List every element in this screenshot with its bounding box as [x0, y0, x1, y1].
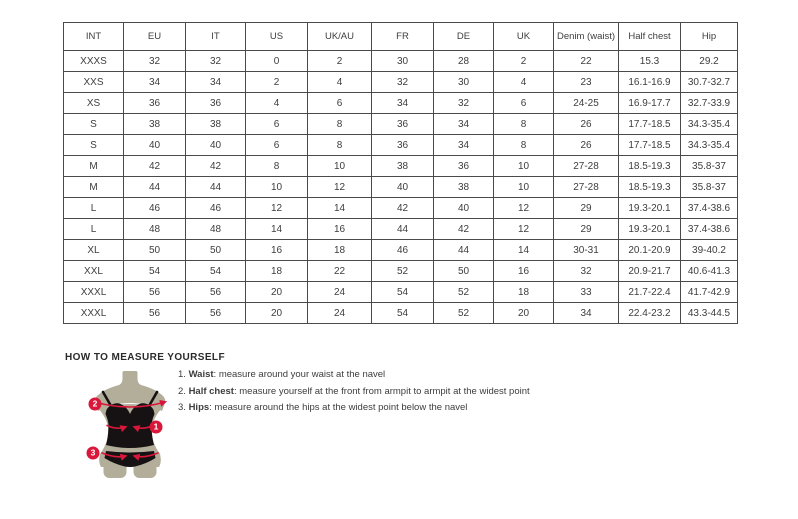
table-cell: 48	[186, 219, 246, 240]
table-row	[64, 156, 738, 177]
table-cell: 34	[434, 135, 494, 156]
table-cell: 8	[308, 114, 372, 135]
table-cell: 20	[246, 303, 308, 324]
table-cell: 20.1-20.9	[619, 240, 681, 261]
table-cell: 14	[308, 198, 372, 219]
table-cell: 40	[186, 135, 246, 156]
column-header: UK	[494, 23, 554, 51]
table-cell: XXXL	[64, 303, 124, 324]
table-cell: 40.6-41.3	[681, 261, 738, 282]
table-cell: 12	[246, 198, 308, 219]
table-header-row	[64, 23, 738, 51]
table-cell: 18	[494, 282, 554, 303]
table-row	[64, 135, 738, 156]
table-cell: 22	[308, 261, 372, 282]
table-cell: 44	[186, 177, 246, 198]
table-cell: 39-40.2	[681, 240, 738, 261]
table-cell: 34	[124, 72, 186, 93]
table-cell: 8	[308, 135, 372, 156]
table-cell: 34.3-35.4	[681, 135, 738, 156]
column-header: FR	[372, 23, 434, 51]
table-cell: 2	[494, 51, 554, 72]
table-cell: 36	[372, 114, 434, 135]
table-cell: 34	[554, 303, 619, 324]
table-cell: XS	[64, 93, 124, 114]
table-cell: 6	[246, 135, 308, 156]
table-cell: 24	[308, 282, 372, 303]
measure-step: 2. Half chest: measure yourself at the front from armpit to armpit at the widest point	[178, 385, 530, 397]
table-cell: L	[64, 219, 124, 240]
table-cell: XXS	[64, 72, 124, 93]
table-row	[64, 198, 738, 219]
table-cell: 54	[186, 261, 246, 282]
measure-marker-2: 2	[89, 398, 102, 411]
table-cell: 16.1-16.9	[619, 72, 681, 93]
table-cell: 32.7-33.9	[681, 93, 738, 114]
table-cell: 41.7-42.9	[681, 282, 738, 303]
table-cell: 17.7-18.5	[619, 135, 681, 156]
measure-marker-1: 1	[150, 421, 163, 434]
table-cell: 42	[124, 156, 186, 177]
table-cell: 52	[434, 282, 494, 303]
table-cell: XXXL	[64, 282, 124, 303]
column-header: INT	[64, 23, 124, 51]
table-cell: 42	[372, 198, 434, 219]
table-cell: 48	[124, 219, 186, 240]
table-cell: 29	[554, 198, 619, 219]
table-cell: 38	[434, 177, 494, 198]
table-cell: 4	[494, 72, 554, 93]
table-cell: 34	[372, 93, 434, 114]
mannequin-figure-illustration	[80, 370, 180, 482]
table-cell: 54	[372, 282, 434, 303]
table-cell: 46	[124, 198, 186, 219]
table-cell: 27-28	[554, 177, 619, 198]
table-cell: 32	[372, 72, 434, 93]
table-cell: 24	[308, 303, 372, 324]
table-cell: 30.7-32.7	[681, 72, 738, 93]
table-cell: 21.7-22.4	[619, 282, 681, 303]
table-row	[64, 51, 738, 72]
table-cell: 56	[186, 303, 246, 324]
measure-steps-list	[178, 367, 530, 417]
table-cell: XXXS	[64, 51, 124, 72]
table-cell: 10	[494, 156, 554, 177]
table-cell: 40	[434, 198, 494, 219]
table-cell: 54	[124, 261, 186, 282]
table-cell: 38	[372, 156, 434, 177]
table-cell: 36	[372, 135, 434, 156]
table-cell: 52	[434, 303, 494, 324]
table-cell: M	[64, 156, 124, 177]
table-cell: 0	[246, 51, 308, 72]
measure-marker-3: 3	[87, 447, 100, 460]
table-cell: 17.7-18.5	[619, 114, 681, 135]
table-cell: 29.2	[681, 51, 738, 72]
column-header: EU	[124, 23, 186, 51]
table-cell: 10	[308, 156, 372, 177]
size-chart-table	[63, 22, 738, 324]
table-cell: 38	[186, 114, 246, 135]
table-cell: 33	[554, 282, 619, 303]
table-cell: 24-25	[554, 93, 619, 114]
section-heading: HOW TO MEASURE YOURSELF	[65, 352, 225, 363]
table-cell: 44	[124, 177, 186, 198]
column-header: IT	[186, 23, 246, 51]
table-cell: 20	[494, 303, 554, 324]
table-cell: 34.3-35.4	[681, 114, 738, 135]
table-cell: 30	[372, 51, 434, 72]
table-row	[64, 114, 738, 135]
table-cell: 6	[308, 93, 372, 114]
table-cell: 35.8-37	[681, 156, 738, 177]
table-cell: 50	[124, 240, 186, 261]
table-cell: 22.4-23.2	[619, 303, 681, 324]
table-cell: 36	[124, 93, 186, 114]
table-cell: 12	[494, 198, 554, 219]
measure-step: 1. Waist: measure around your waist at the navel	[178, 369, 386, 380]
table-cell: 2	[246, 72, 308, 93]
table-cell: 14	[494, 240, 554, 261]
measure-step: 3. Hips: measure around the hips at the widest point below the navel	[178, 402, 468, 413]
table-cell: 56	[124, 303, 186, 324]
table-cell: 26	[554, 135, 619, 156]
table-row	[64, 240, 738, 261]
table-cell: 2	[308, 51, 372, 72]
table-cell: 35.8-37	[681, 177, 738, 198]
column-header: Hip	[681, 23, 738, 51]
table-cell: 8	[246, 156, 308, 177]
table-cell: 52	[372, 261, 434, 282]
table-cell: 4	[246, 93, 308, 114]
table-cell: 10	[246, 177, 308, 198]
table-cell: 32	[124, 51, 186, 72]
table-cell: 16	[494, 261, 554, 282]
table-cell: 28	[434, 51, 494, 72]
table-cell: 18	[308, 240, 372, 261]
table-cell: L	[64, 198, 124, 219]
table-cell: S	[64, 135, 124, 156]
table-cell: 54	[372, 303, 434, 324]
table-cell: 42	[434, 219, 494, 240]
table-cell: 29	[554, 219, 619, 240]
table-cell: 4	[308, 72, 372, 93]
table-cell: 50	[434, 261, 494, 282]
column-header: UK/AU	[308, 23, 372, 51]
table-cell: 56	[186, 282, 246, 303]
table-row	[64, 72, 738, 93]
table-cell: 14	[246, 219, 308, 240]
table-cell: 16	[246, 240, 308, 261]
table-cell: 6	[246, 114, 308, 135]
table-cell: M	[64, 177, 124, 198]
table-cell: 50	[186, 240, 246, 261]
table-cell: 32	[186, 51, 246, 72]
table-cell: 6	[494, 93, 554, 114]
table-cell: 43.3-44.5	[681, 303, 738, 324]
table-row	[64, 261, 738, 282]
table-row	[64, 219, 738, 240]
table-cell: 42	[186, 156, 246, 177]
table-cell: 18.5-19.3	[619, 177, 681, 198]
table-cell: 36	[186, 93, 246, 114]
column-header: Half chest	[619, 23, 681, 51]
table-cell: 40	[124, 135, 186, 156]
table-row	[64, 177, 738, 198]
table-cell: 22	[554, 51, 619, 72]
table-cell: 40	[372, 177, 434, 198]
table-cell: 26	[554, 114, 619, 135]
table-row	[64, 93, 738, 114]
table-cell: 46	[186, 198, 246, 219]
table-cell: 30-31	[554, 240, 619, 261]
table-cell: 34	[186, 72, 246, 93]
table-cell: 32	[434, 93, 494, 114]
table-cell: XL	[64, 240, 124, 261]
table-cell: 15.3	[619, 51, 681, 72]
table-cell: 23	[554, 72, 619, 93]
table-cell: 44	[434, 240, 494, 261]
table-cell: 30	[434, 72, 494, 93]
table-cell: 16.9-17.7	[619, 93, 681, 114]
mannequin-figure	[80, 370, 180, 482]
table-cell: 46	[372, 240, 434, 261]
table-row	[64, 282, 738, 303]
table-body	[64, 51, 738, 324]
table-cell: 32	[554, 261, 619, 282]
table-cell: 18	[246, 261, 308, 282]
table-cell: 10	[494, 177, 554, 198]
table-cell: 36	[434, 156, 494, 177]
table-row	[64, 303, 738, 324]
table-cell: S	[64, 114, 124, 135]
table-cell: 38	[124, 114, 186, 135]
table-cell: 16	[308, 219, 372, 240]
table-cell: XXL	[64, 261, 124, 282]
table-cell: 34	[434, 114, 494, 135]
table-cell: 19.3-20.1	[619, 219, 681, 240]
table-cell: 44	[372, 219, 434, 240]
table-cell: 8	[494, 135, 554, 156]
table-cell: 20.9-21.7	[619, 261, 681, 282]
table-cell: 8	[494, 114, 554, 135]
table-cell: 12	[308, 177, 372, 198]
table-cell: 56	[124, 282, 186, 303]
table-cell: 19.3-20.1	[619, 198, 681, 219]
column-header: DE	[434, 23, 494, 51]
table-cell: 37.4-38.6	[681, 219, 738, 240]
column-header: US	[246, 23, 308, 51]
column-header: Denim (waist)	[554, 23, 619, 51]
table-cell: 37.4-38.6	[681, 198, 738, 219]
table-cell: 18.5-19.3	[619, 156, 681, 177]
table-cell: 20	[246, 282, 308, 303]
table-cell: 27-28	[554, 156, 619, 177]
table-cell: 12	[494, 219, 554, 240]
